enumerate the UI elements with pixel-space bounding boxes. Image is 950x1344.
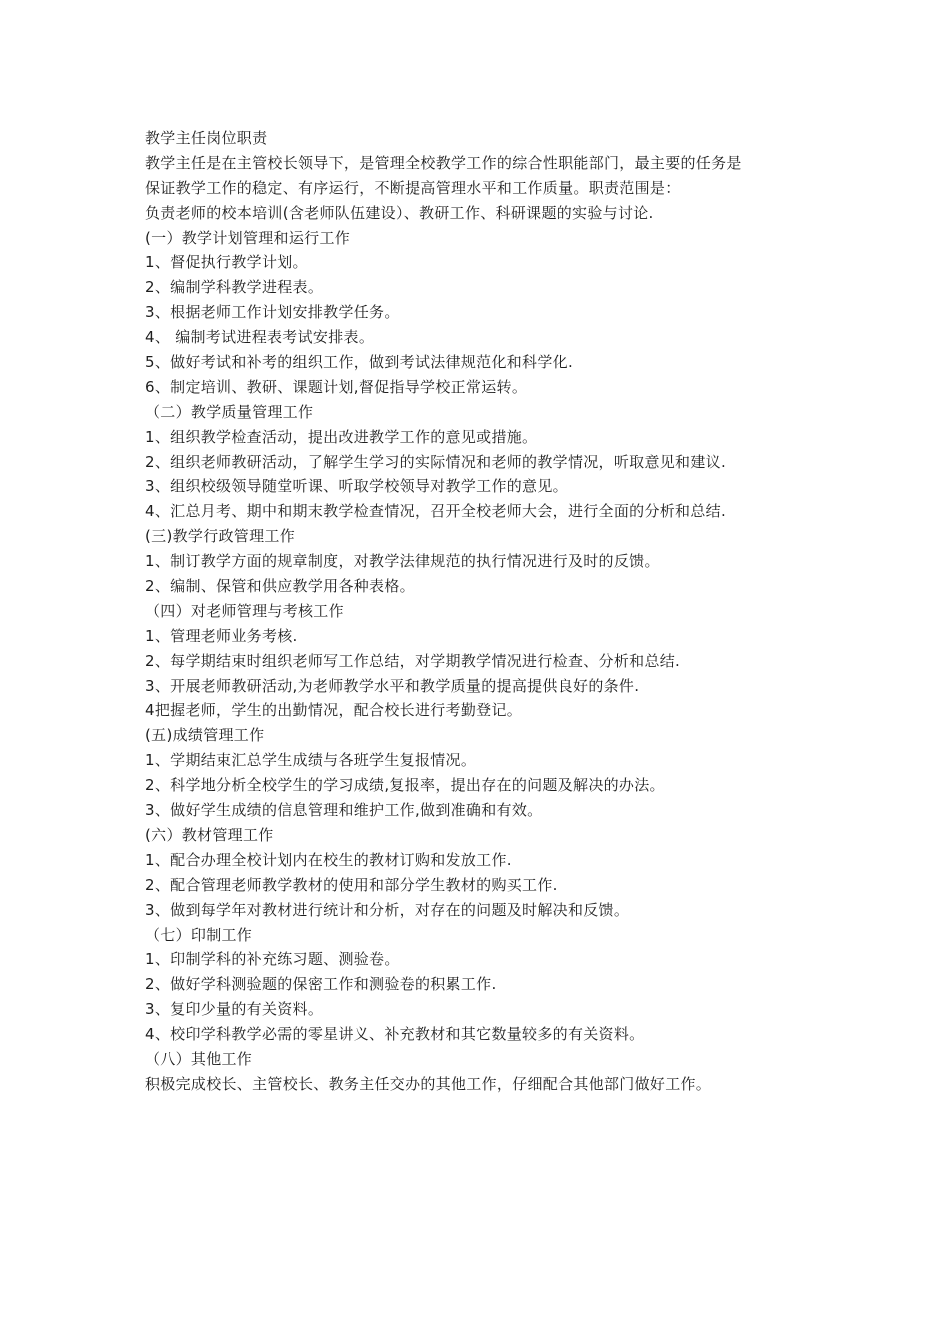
- section-heading-8: （八）其他工作: [145, 1049, 253, 1068]
- list-item: 1、学期结束汇总学生成绩与各班学生复报情况。: [145, 751, 477, 770]
- list-item: 4把握老师，学生的出勤情况，配合校长进行考勤登记。: [145, 701, 523, 720]
- list-item: 1、督促执行教学计划。: [145, 253, 308, 272]
- closing-line: 积极完成校长、主管校长、教务主任交办的其他工作，仔细配合其他部门做好工作。: [145, 1074, 712, 1093]
- list-item: 5、做好考试和补考的组织工作，做到考试法律规范化和科学化.: [145, 353, 574, 372]
- section-heading-7: （七）印制工作: [145, 925, 253, 944]
- list-item: 3、做好学生成绩的信息管理和维护工作,做到准确和有效。: [145, 801, 543, 820]
- list-item: 3、开展老师教研活动,为老师教学水平和教学质量的提高提供良好的条件.: [145, 676, 640, 695]
- list-item: 3、做到每学年对教材进行统计和分析，对存在的问题及时解决和反馈。: [145, 900, 630, 919]
- list-item: 1、管理老师业务考核.: [145, 626, 298, 645]
- section-heading-6: (六）教材管理工作: [145, 825, 274, 844]
- list-item: 1、配合办理全校计划内在校生的教材订购和发放工作.: [145, 850, 512, 869]
- list-item: 3、复印少量的有关资料。: [145, 1000, 324, 1019]
- list-item: 1、印制学科的补充练习题、测验卷。: [145, 950, 400, 969]
- list-item: 1、组织教学检查活动，提出改进教学工作的意见或措施。: [145, 427, 538, 446]
- list-item: 3、组织校级领导随堂听课、听取学校领导对教学工作的意见。: [145, 477, 568, 496]
- list-item: 2、配合管理老师教学教材的使用和部分学生教材的购买工作.: [145, 875, 558, 894]
- list-item: 2、编制、保管和供应教学用各种表格。: [145, 577, 415, 596]
- list-item: 6、制定培训、教研、课题计划,督促指导学校正常运转。: [145, 377, 528, 396]
- intro-line-1: 教学主任是在主管校长领导下，是管理全校教学工作的综合性职能部门，最主要的任务是: [145, 153, 742, 172]
- list-item: 2、科学地分析全校学生的学习成绩,复报率，提出存在的问题及解决的办法。: [145, 776, 665, 795]
- list-item: 2、编制学科教学进程表。: [145, 278, 324, 297]
- section-heading-3: (三)教学行政管理工作: [145, 527, 296, 546]
- list-item: 4、汇总月考、期中和期末教学检查情况，召开全校老师大会，进行全面的分析和总结.: [145, 502, 727, 521]
- list-item: 1、制订教学方面的规章制度，对教学法律规范的执行情况进行及时的反馈。: [145, 552, 660, 571]
- intro-line-3: 负责老师的校本培训(含老师队伍建设）、教研工作、科研课题的实验与讨论.: [145, 203, 654, 222]
- list-item: 2、每学期结束时组织老师写工作总结，对学期教学情况进行检查、分析和总结.: [145, 651, 681, 670]
- section-heading-5: (五)成绩管理工作: [145, 726, 265, 745]
- list-item: 2、做好学科测验题的保密工作和测验卷的积累工作.: [145, 975, 497, 994]
- document-title: 教学主任岗位职责: [145, 129, 268, 147]
- section-heading-4: （四）对老师管理与考核工作: [145, 601, 344, 620]
- document-body: [145, 126, 815, 1097]
- list-item: 4、校印学科教学必需的零星讲义、补充教材和其它数量较多的有关资料。: [145, 1025, 645, 1044]
- list-item: 4、 编制考试进程表考试安排表。: [145, 328, 375, 347]
- section-heading-2: （二）教学质量管理工作: [145, 402, 314, 421]
- list-item: 2、组织老师教研活动，了解学生学习的实际情况和老师的教学情况，听取意见和建议.: [145, 452, 727, 471]
- section-heading-1: (一）教学计划管理和运行工作: [145, 228, 351, 247]
- list-item: 3、根据老师工作计划安排教学任务。: [145, 303, 400, 322]
- intro-line-2: 保证教学工作的稳定、有序运行，不断提高管理水平和工作质量。职责范围是：: [145, 178, 681, 197]
